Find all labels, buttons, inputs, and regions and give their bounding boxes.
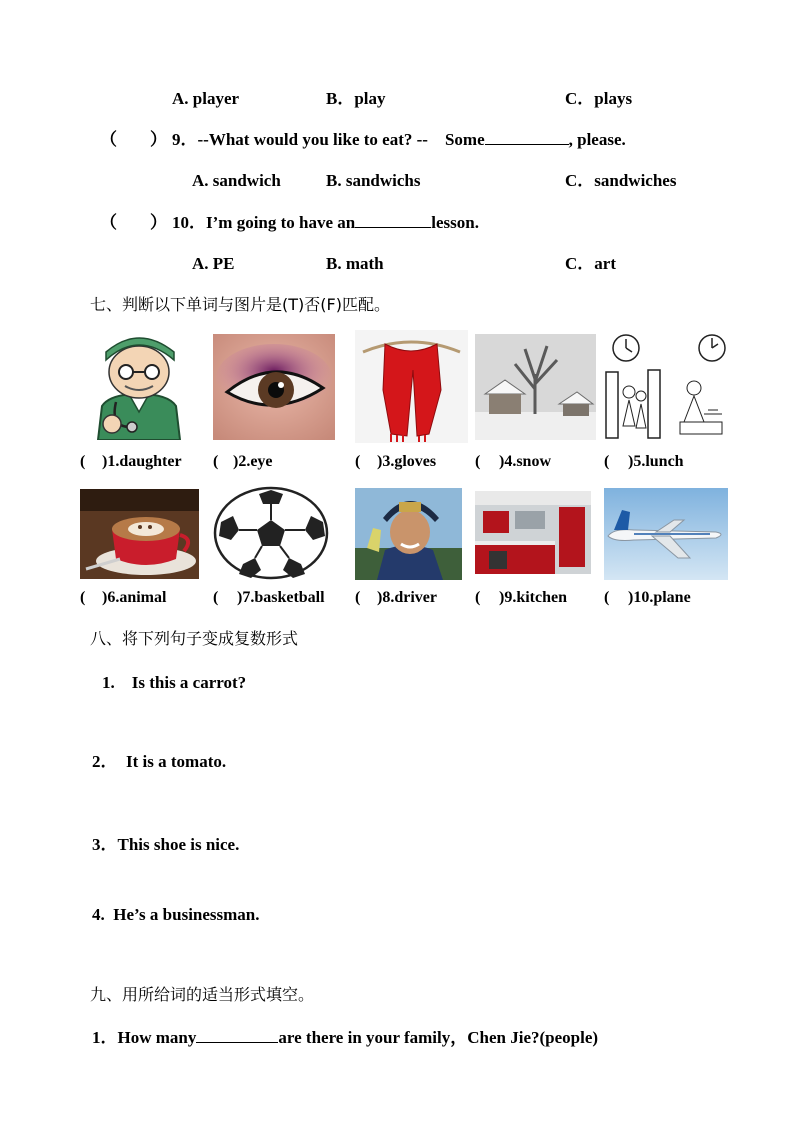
match-5-paren[interactable]: (	[604, 453, 610, 470]
match-item-4	[475, 452, 551, 472]
section8-item-1: 1. Is this a carrot?	[102, 673, 247, 692]
match-4-label: )4.snow	[499, 453, 552, 470]
match-2-label: )2.eye	[233, 453, 273, 470]
q10-text: 10．I’m going to have an	[172, 213, 356, 232]
match-item-10	[604, 588, 691, 608]
q9-text: 9．--What would you like to eat? --	[172, 130, 428, 149]
q9-end: , please.	[568, 130, 626, 149]
q8-option-b: B．play	[326, 89, 386, 108]
match-item-5	[604, 452, 684, 472]
q9-paren-open: （	[100, 130, 117, 149]
match-8-label: )8.driver	[377, 589, 437, 606]
q10-question	[172, 213, 479, 233]
section8-item-4: 4. He’s a businessman.	[92, 905, 260, 924]
match-6-label: )6.animal	[102, 589, 167, 606]
match-7-paren[interactable]: (	[213, 589, 219, 606]
match-2-paren[interactable]: (	[213, 453, 219, 470]
soccer-ball-image	[213, 486, 330, 580]
clocks-school-image	[604, 330, 728, 442]
doctor-cartoon-image	[80, 332, 198, 440]
q9-blank[interactable]	[485, 130, 569, 145]
match-8-paren[interactable]: (	[355, 589, 361, 606]
kitchen-image	[475, 491, 591, 574]
airplane-image	[604, 488, 728, 580]
q9-option-a: A. sandwich	[192, 171, 281, 190]
q9-option-c: C．sandwiches	[565, 171, 677, 190]
q10-option-a: A. PE	[192, 254, 235, 273]
match-7-label: )7.basketball	[237, 589, 325, 606]
q10-blank[interactable]	[355, 213, 431, 228]
q8-option-a: A. player	[172, 89, 240, 108]
section8-item-2: 2． It is a tomato.	[92, 752, 227, 771]
section9-q1-start: 1．How many	[92, 1028, 197, 1047]
q10-paren-close: ）	[150, 213, 167, 232]
section8-title: 八、将下列句子变成复数形式	[90, 629, 299, 648]
section8-item-3: 3．This shoe is nice.	[92, 835, 240, 854]
match-item-1	[80, 452, 182, 472]
match-6-paren[interactable]: (	[80, 589, 86, 606]
match-item-7	[213, 588, 325, 608]
section7-title: 七、判断以下单词与图片是(T)否(F)匹配。	[90, 295, 390, 314]
match-3-label: )3.gloves	[377, 453, 437, 470]
match-9-paren[interactable]: (	[475, 589, 481, 606]
match-item-3	[355, 452, 436, 472]
snowy-house-image	[475, 334, 596, 440]
match-4-paren[interactable]: (	[475, 453, 481, 470]
q10-option-b: B. math	[326, 254, 384, 273]
match-5-label: )5.lunch	[628, 453, 684, 470]
section9-q1-blank[interactable]	[196, 1028, 278, 1043]
match-1-paren[interactable]: (	[80, 453, 86, 470]
eye-photo-image	[213, 334, 335, 440]
q9-option-b: B. sandwichs	[326, 171, 421, 190]
section9-title: 九、用所给词的适当形式填空。	[90, 985, 315, 1004]
match-item-2	[213, 452, 273, 472]
q9-paren-close: ）	[150, 130, 167, 149]
q9-mid: Some	[444, 130, 485, 149]
q9-question	[172, 130, 626, 150]
section9-q1-end: are there in your family，Chen Jie?(people)	[278, 1028, 599, 1047]
match-9-label: )9.kitchen	[499, 589, 567, 606]
q10-option-c: C．art	[565, 254, 616, 273]
match-item-8	[355, 588, 437, 608]
match-item-6	[80, 588, 166, 608]
q10-end: lesson.	[431, 213, 479, 232]
match-item-9	[475, 588, 567, 608]
match-10-paren[interactable]: (	[604, 589, 610, 606]
red-scarf-image	[355, 330, 468, 443]
match-10-label: )10.plane	[628, 589, 691, 606]
coffee-cup-image	[80, 489, 199, 579]
section9-question-1	[92, 1028, 598, 1048]
q8-option-c: C．plays	[565, 89, 633, 108]
firefighter-image	[355, 488, 462, 580]
match-1-label: )1.daughter	[102, 453, 182, 470]
q10-paren-open: （	[100, 213, 117, 232]
match-3-paren[interactable]: (	[355, 453, 361, 470]
